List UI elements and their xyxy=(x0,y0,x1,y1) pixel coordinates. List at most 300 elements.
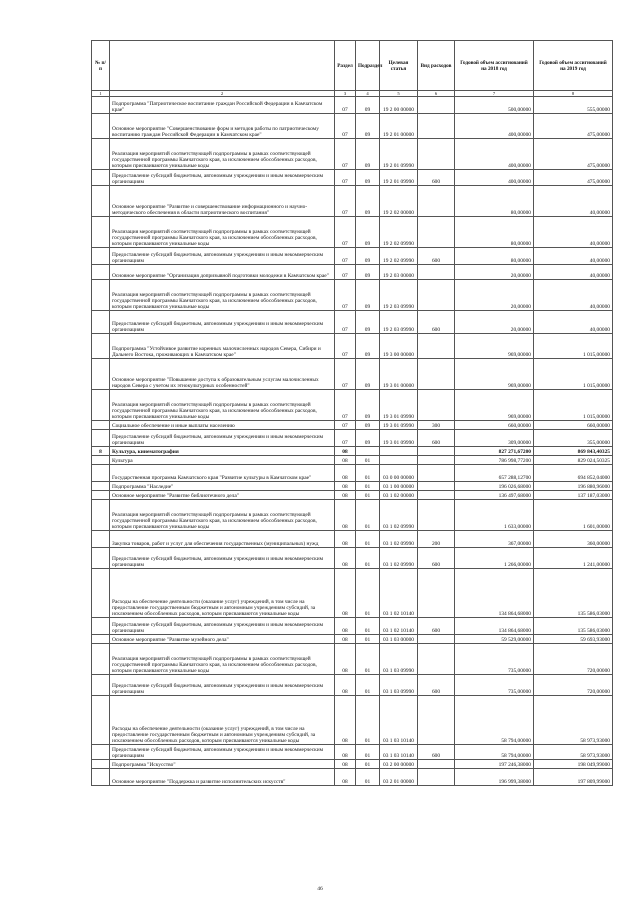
row-name-cell: Предоставление субсидий бюджетным, автономным учреждениям и иным некоммерческим организациям xyxy=(110,618,335,635)
razdel-cell: 08 xyxy=(335,531,356,548)
expense-type-cell xyxy=(418,447,455,456)
target-article-cell: 19 2 01 09990 xyxy=(380,139,418,170)
razdel-cell: 08 xyxy=(335,447,356,456)
target-article-cell: 03 1 02 10140 xyxy=(380,618,418,635)
podrazdel-cell: 09 xyxy=(356,421,380,430)
header-razdel: Раздел xyxy=(335,41,356,91)
table-row xyxy=(92,280,613,311)
table-row xyxy=(92,635,613,644)
amount-2018-cell: 735,00000 xyxy=(455,644,534,675)
expense-type-cell xyxy=(418,465,455,482)
table-row xyxy=(92,465,613,482)
row-number-cell xyxy=(92,465,110,482)
target-article-cell: 19 2 03 09990 xyxy=(380,311,418,334)
razdel-cell: 07 xyxy=(335,280,356,311)
column-number: 4 xyxy=(356,91,380,97)
amount-2018-cell: 196 026,68000 xyxy=(455,482,534,491)
row-number-cell xyxy=(92,280,110,311)
razdel-cell: 07 xyxy=(335,186,356,217)
target-article-cell: 03 1 02 09990 xyxy=(380,548,418,569)
expense-type-cell xyxy=(418,114,455,139)
target-article-cell: 03 1 02 09990 xyxy=(380,500,418,531)
amount-2018-cell: 827 271,67200 xyxy=(455,447,534,456)
amount-2019-cell: 40,00000 xyxy=(534,280,613,311)
row-number-cell xyxy=(92,170,110,186)
amount-2019-cell: 135 586,03000 xyxy=(534,569,613,618)
table-row xyxy=(92,548,613,569)
amount-2018-cell: 20,00000 xyxy=(455,280,534,311)
expense-type-cell xyxy=(418,635,455,644)
razdel-cell: 08 xyxy=(335,644,356,675)
target-article-cell xyxy=(380,447,418,456)
row-name-cell: Предоставление субсидий бюджетным, автономным учреждениям и иным некоммерческим организациям xyxy=(110,745,335,760)
podrazdel-cell: 01 xyxy=(356,635,380,644)
amount-2019-cell: 1 015,00000 xyxy=(534,390,613,421)
amount-2018-cell: 20,00000 xyxy=(455,311,534,334)
expense-type-cell xyxy=(418,359,455,390)
row-name-cell: Подпрограмма "Устойчивое развитие коренных малочисленных народов Севера, Сибири и Дальнего Востока, проживающих в Камчатском крае" xyxy=(110,334,335,359)
row-number-cell xyxy=(92,769,110,786)
amount-2019-cell: 196 880,96000 xyxy=(534,482,613,491)
column-number: 1 xyxy=(92,91,110,97)
target-article-cell: 19 2 01 00000 xyxy=(380,114,418,139)
row-number-cell xyxy=(92,618,110,635)
expense-type-cell xyxy=(418,491,455,500)
razdel-cell: 08 xyxy=(335,745,356,760)
expense-type-cell xyxy=(418,500,455,531)
razdel-cell: 07 xyxy=(335,359,356,390)
podrazdel-cell: 01 xyxy=(356,696,380,745)
table-row xyxy=(92,186,613,217)
table-row xyxy=(92,430,613,447)
row-name-cell: Реализация мероприятий соответствующей подпрограммы в рамках соответствующей государственной программы Камчатского края, за исключением обособленных расходов, которым присваиваются уникальные коды xyxy=(110,139,335,170)
razdel-cell: 08 xyxy=(335,675,356,696)
expense-type-cell: 600 xyxy=(418,430,455,447)
amount-2019-cell: 40,00000 xyxy=(534,311,613,334)
podrazdel-cell: 01 xyxy=(356,482,380,491)
amount-2019-cell: 475,00000 xyxy=(534,170,613,186)
podrazdel-cell: 01 xyxy=(356,465,380,482)
row-number-cell xyxy=(92,311,110,334)
podrazdel-cell: 01 xyxy=(356,548,380,569)
table-row xyxy=(92,760,613,769)
target-article-cell: 19 2 00 00000 xyxy=(380,97,418,114)
razdel-cell: 08 xyxy=(335,548,356,569)
razdel-cell: 08 xyxy=(335,696,356,745)
row-name-cell: Подпрограмма "Наследие" xyxy=(110,482,335,491)
amount-2019-cell: 555,00000 xyxy=(534,97,613,114)
expense-type-cell xyxy=(418,186,455,217)
table-row xyxy=(92,696,613,745)
row-name-cell: Предоставление субсидий бюджетным, автономным учреждениям и иным некоммерческим организациям xyxy=(110,675,335,696)
target-article-cell: 19 3 01 09990 xyxy=(380,421,418,430)
razdel-cell: 07 xyxy=(335,170,356,186)
amount-2018-cell: 134 864,68000 xyxy=(455,618,534,635)
podrazdel-cell: 09 xyxy=(356,265,380,280)
razdel-cell: 07 xyxy=(335,139,356,170)
expense-type-cell: 600 xyxy=(418,548,455,569)
amount-2018-cell: 80,00000 xyxy=(455,217,534,248)
razdel-cell: 08 xyxy=(335,482,356,491)
amount-2018-cell: 58 794,00000 xyxy=(455,696,534,745)
row-name-cell: Подпрограмма "Искусство" xyxy=(110,760,335,769)
expense-type-cell: 600 xyxy=(418,618,455,635)
amount-2019-cell: 660,00000 xyxy=(534,421,613,430)
expense-type-cell xyxy=(418,280,455,311)
target-article-cell: 19 3 00 00000 xyxy=(380,334,418,359)
amount-2019-cell: 355,00000 xyxy=(534,430,613,447)
target-article-cell: 03 1 02 10140 xyxy=(380,569,418,618)
razdel-cell: 08 xyxy=(335,500,356,531)
row-name-cell: Расходы на обеспечение деятельности (оказание услуг) учреждений, в том числе на предоставление государственным бюджетным и автономным учреждениям субсидий, за исключением обособленных расходов, которым присваиваются уникальные коды xyxy=(110,696,335,745)
row-number-cell xyxy=(92,745,110,760)
column-number: 6 xyxy=(418,91,455,97)
razdel-cell: 07 xyxy=(335,248,356,265)
target-article-cell: 03 1 03 09990 xyxy=(380,675,418,696)
row-name-cell: Культура, кинематография xyxy=(110,447,335,456)
expense-type-cell xyxy=(418,769,455,786)
amount-2019-cell: 869 843,40325 xyxy=(534,447,613,456)
row-number-cell xyxy=(92,139,110,170)
table-row xyxy=(92,170,613,186)
podrazdel-cell: 01 xyxy=(356,569,380,618)
amount-2018-cell: 657 288,12700 xyxy=(455,465,534,482)
column-number: 7 xyxy=(455,91,534,97)
column-number: 8 xyxy=(534,91,613,97)
podrazdel-cell: 09 xyxy=(356,334,380,359)
expense-type-cell xyxy=(418,569,455,618)
amount-2019-cell: 137 187,03000 xyxy=(534,491,613,500)
header-row xyxy=(92,41,613,91)
amount-2018-cell: 196 999,38000 xyxy=(455,769,534,786)
razdel-cell: 08 xyxy=(335,491,356,500)
amount-2018-cell: 969,00000 xyxy=(455,390,534,421)
podrazdel-cell: 09 xyxy=(356,359,380,390)
razdel-cell: 07 xyxy=(335,217,356,248)
table-row xyxy=(92,569,613,618)
target-article-cell: 19 2 02 09990 xyxy=(380,217,418,248)
amount-2019-cell: 1 015,00000 xyxy=(534,359,613,390)
amount-2019-cell: 198 049,99000 xyxy=(534,760,613,769)
row-number-cell xyxy=(92,217,110,248)
target-article-cell: 19 2 02 09990 xyxy=(380,248,418,265)
razdel-cell: 07 xyxy=(335,265,356,280)
table-row xyxy=(92,359,613,390)
amount-2018-cell: 786 998,77200 xyxy=(455,456,534,465)
amount-2019-cell: 1 241,00000 xyxy=(534,548,613,569)
row-number-cell xyxy=(92,359,110,390)
razdel-cell: 07 xyxy=(335,311,356,334)
target-article-cell: 03 1 02 00000 xyxy=(380,491,418,500)
table-body xyxy=(92,97,613,786)
podrazdel-cell: 01 xyxy=(356,456,380,465)
expense-type-cell: 600 xyxy=(418,311,455,334)
target-article-cell: 19 2 01 09990 xyxy=(380,170,418,186)
target-article-cell: 03 1 02 09990 xyxy=(380,531,418,548)
razdel-cell: 08 xyxy=(335,465,356,482)
row-number-cell xyxy=(92,482,110,491)
razdel-cell: 07 xyxy=(335,97,356,114)
target-article-cell: 03 1 00 00000 xyxy=(380,482,418,491)
podrazdel-cell xyxy=(356,447,380,456)
amount-2019-cell: 694 852,04000 xyxy=(534,465,613,482)
row-name-cell: Закупка товаров, работ и услуг для обеспечения государственных (муниципальных) нужд xyxy=(110,531,335,548)
expense-type-cell xyxy=(418,265,455,280)
amount-2019-cell: 40,00000 xyxy=(534,186,613,217)
row-number-cell xyxy=(92,760,110,769)
header-num: № п/п xyxy=(92,41,110,91)
row-name-cell: Предоставление субсидий бюджетным, автономным учреждениям и иным некоммерческим организациям xyxy=(110,430,335,447)
row-number-cell xyxy=(92,569,110,618)
header-vid: Вид расходов xyxy=(418,41,455,91)
row-name-cell: Основное мероприятие "Развитие музейного дела" xyxy=(110,635,335,644)
expense-type-cell xyxy=(418,760,455,769)
expense-type-cell xyxy=(418,334,455,359)
podrazdel-cell: 09 xyxy=(356,390,380,421)
amount-2018-cell: 400,00000 xyxy=(455,114,534,139)
header-name xyxy=(110,41,335,91)
amount-2019-cell: 475,00000 xyxy=(534,114,613,139)
podrazdel-cell: 01 xyxy=(356,745,380,760)
amount-2018-cell: 660,00000 xyxy=(455,421,534,430)
podrazdel-cell: 01 xyxy=(356,491,380,500)
amount-2019-cell: 40,00000 xyxy=(534,217,613,248)
amount-2019-cell: 1 015,00000 xyxy=(534,334,613,359)
table-row xyxy=(92,456,613,465)
expense-type-cell xyxy=(418,97,455,114)
header-podrazdel: Подраздел xyxy=(356,41,380,91)
amount-2018-cell: 400,00000 xyxy=(455,170,534,186)
target-article-cell: 19 3 01 09990 xyxy=(380,430,418,447)
row-number-cell xyxy=(92,531,110,548)
target-article-cell: 03 0 00 00000 xyxy=(380,465,418,482)
column-number: 2 xyxy=(110,91,335,97)
amount-2018-cell: 969,00000 xyxy=(455,359,534,390)
podrazdel-cell: 01 xyxy=(356,760,380,769)
podrazdel-cell: 09 xyxy=(356,311,380,334)
column-number: 3 xyxy=(335,91,356,97)
page-number: 46 xyxy=(317,886,323,892)
row-name-cell: Реализация мероприятий соответствующей подпрограммы в рамках соответствующей государственной программы Камчатского края, за исключением обособленных расходов, которым присваиваются уникальные коды xyxy=(110,500,335,531)
amount-2018-cell: 1 633,00000 xyxy=(455,500,534,531)
amount-2018-cell: 80,00000 xyxy=(455,248,534,265)
row-name-cell: Основное мероприятие "Поддержка и развитие исполнительских искусств" xyxy=(110,769,335,786)
amount-2019-cell: 40,00000 xyxy=(534,248,613,265)
expense-type-cell xyxy=(418,390,455,421)
row-name-cell: Социальное обеспечение и иные выплаты населению xyxy=(110,421,335,430)
table-row xyxy=(92,390,613,421)
target-article-cell: 19 2 03 00000 xyxy=(380,265,418,280)
podrazdel-cell: 01 xyxy=(356,618,380,635)
razdel-cell: 07 xyxy=(335,390,356,421)
amount-2018-cell: 20,00000 xyxy=(455,265,534,280)
razdel-cell: 08 xyxy=(335,618,356,635)
amount-2018-cell: 134 864,68000 xyxy=(455,569,534,618)
podrazdel-cell: 01 xyxy=(356,675,380,696)
amount-2018-cell: 969,00000 xyxy=(455,334,534,359)
podrazdel-cell: 09 xyxy=(356,114,380,139)
table-row xyxy=(92,139,613,170)
podrazdel-cell: 09 xyxy=(356,170,380,186)
expense-type-cell: 600 xyxy=(418,675,455,696)
table-row xyxy=(92,500,613,531)
podrazdel-cell: 09 xyxy=(356,280,380,311)
table-row xyxy=(92,644,613,675)
table-row xyxy=(92,265,613,280)
row-name-cell: Основное мероприятие "Повышение доступа к образовательным услугам малочисленных народов Севера с учетом их этнокультурных особенностей" xyxy=(110,359,335,390)
razdel-cell: 08 xyxy=(335,760,356,769)
row-name-cell: Основное мероприятие "Совершенствование форм и методов работы по патриотическому воспитанию граждан Российской Федерации в Камчатском крае" xyxy=(110,114,335,139)
amount-2018-cell: 136 497,68000 xyxy=(455,491,534,500)
row-number-cell xyxy=(92,430,110,447)
table-row xyxy=(92,217,613,248)
row-number-cell xyxy=(92,390,110,421)
podrazdel-cell: 01 xyxy=(356,769,380,786)
row-number-cell xyxy=(92,548,110,569)
expense-type-cell: 300 xyxy=(418,421,455,430)
razdel-cell: 08 xyxy=(335,769,356,786)
row-number-cell xyxy=(92,696,110,745)
expense-type-cell xyxy=(418,217,455,248)
target-article-cell: 19 2 03 09990 xyxy=(380,280,418,311)
row-name-cell: Основное мероприятие "Развитие библиотечного дела" xyxy=(110,491,335,500)
row-number-cell xyxy=(92,114,110,139)
expense-type-cell xyxy=(418,644,455,675)
table-row xyxy=(92,447,613,456)
row-number-cell xyxy=(92,456,110,465)
razdel-cell: 07 xyxy=(335,430,356,447)
amount-2019-cell: 475,00000 xyxy=(534,139,613,170)
podrazdel-cell: 09 xyxy=(356,186,380,217)
row-number-cell xyxy=(92,334,110,359)
amount-2019-cell: 135 586,03000 xyxy=(534,618,613,635)
row-number-cell xyxy=(92,491,110,500)
razdel-cell: 07 xyxy=(335,334,356,359)
row-number-cell xyxy=(92,248,110,265)
amount-2019-cell: 360,00000 xyxy=(534,531,613,548)
amount-2018-cell: 735,00000 xyxy=(455,675,534,696)
target-article-cell xyxy=(380,456,418,465)
row-number-cell xyxy=(92,675,110,696)
target-article-cell: 19 3 01 09990 xyxy=(380,390,418,421)
row-name-cell: Расходы на обеспечение деятельности (оказание услуг) учреждений, в том числе на предоставление государственным бюджетным и автономным учреждениям субсидий, за исключением обособленных расходов, которым присваиваются уникальные коды xyxy=(110,569,335,618)
row-name-cell: Подпрограмма "Патриотическое воспитание граждан Российской Федерации в Камчатском крае" xyxy=(110,97,335,114)
table-row xyxy=(92,531,613,548)
target-article-cell: 03 1 03 09990 xyxy=(380,644,418,675)
amount-2019-cell: 40,00000 xyxy=(534,265,613,280)
row-name-cell: Реализация мероприятий соответствующей подпрограммы в рамках соответствующей государственной программы Камчатского края, за исключением обособленных расходов, которым присваиваются уникальные коды xyxy=(110,390,335,421)
row-name-cell: Предоставление субсидий бюджетным, автономным учреждениям и иным некоммерческим организациям xyxy=(110,248,335,265)
podrazdel-cell: 09 xyxy=(356,217,380,248)
amount-2018-cell: 400,00000 xyxy=(455,139,534,170)
row-name-cell: Реализация мероприятий соответствующей подпрограммы в рамках соответствующей государственной программы Камчатского края, за исключением обособленных расходов, которым присваиваются уникальные коды xyxy=(110,217,335,248)
podrazdel-cell: 01 xyxy=(356,644,380,675)
expense-type-cell: 600 xyxy=(418,248,455,265)
row-name-cell: Предоставление субсидий бюджетным, автономным учреждениям и иным некоммерческим организациям xyxy=(110,548,335,569)
amount-2018-cell: 58 794,00000 xyxy=(455,745,534,760)
table-row xyxy=(92,745,613,760)
table-row xyxy=(92,491,613,500)
amount-2018-cell: 309,00000 xyxy=(455,430,534,447)
amount-2019-cell: 197 809,99000 xyxy=(534,769,613,786)
row-name-cell: Предоставление субсидий бюджетным, автономным учреждениям и иным некоммерческим организациям xyxy=(110,170,335,186)
row-number-cell: 8 xyxy=(92,447,110,456)
expense-type-cell: 200 xyxy=(418,531,455,548)
razdel-cell: 08 xyxy=(335,635,356,644)
row-number-cell xyxy=(92,635,110,644)
podrazdel-cell: 09 xyxy=(356,97,380,114)
table-row xyxy=(92,114,613,139)
row-number-cell xyxy=(92,421,110,430)
column-number: 5 xyxy=(380,91,418,97)
row-number-cell xyxy=(92,186,110,217)
target-article-cell: 03 1 03 00000 xyxy=(380,635,418,644)
row-name-cell: Основное мероприятие "Развитие и совершенствование информационного и научно-методического обеспечения в области патриотического воспитания" xyxy=(110,186,335,217)
table-row xyxy=(92,618,613,635)
target-article-cell: 03 1 03 10140 xyxy=(380,696,418,745)
table-row xyxy=(92,675,613,696)
podrazdel-cell: 09 xyxy=(356,430,380,447)
expense-type-cell xyxy=(418,456,455,465)
table-row xyxy=(92,421,613,430)
table-row xyxy=(92,769,613,786)
row-name-cell: Реализация мероприятий соответствующей подпрограммы в рамках соответствующей государственной программы Камчатского края, за исключением обособленных расходов, которым присваиваются уникальные коды xyxy=(110,280,335,311)
header-2019: Годовой объем ассигнований на 2019 год xyxy=(534,41,613,91)
amount-2018-cell: 500,00000 xyxy=(455,97,534,114)
expense-type-cell: 600 xyxy=(418,745,455,760)
row-name-cell: Основное мероприятие "Организация допризывной подготовки молодежи в Камчатском крае" xyxy=(110,265,335,280)
amount-2019-cell: 58 973,93000 xyxy=(534,745,613,760)
razdel-cell: 07 xyxy=(335,114,356,139)
row-name-cell: Предоставление субсидий бюджетным, автономным учреждениям и иным некоммерческим организациям xyxy=(110,311,335,334)
target-article-cell: 03 2 00 00000 xyxy=(380,760,418,769)
row-number-cell xyxy=(92,644,110,675)
amount-2018-cell: 367,00000 xyxy=(455,531,534,548)
table-row xyxy=(92,334,613,359)
budget-table xyxy=(91,40,613,786)
razdel-cell: 08 xyxy=(335,569,356,618)
amount-2018-cell: 1 266,00000 xyxy=(455,548,534,569)
header-2018: Годовой объем ассигнований на 2018 год xyxy=(455,41,534,91)
row-number-cell xyxy=(92,265,110,280)
amount-2019-cell: 59 693,93000 xyxy=(534,635,613,644)
budget-table-container xyxy=(91,40,612,786)
table-row xyxy=(92,97,613,114)
razdel-cell: 07 xyxy=(335,421,356,430)
amount-2019-cell: 829 024,50325 xyxy=(534,456,613,465)
expense-type-cell xyxy=(418,696,455,745)
amount-2019-cell: 720,00000 xyxy=(534,644,613,675)
amount-2018-cell: 80,00000 xyxy=(455,186,534,217)
amount-2018-cell: 197 246,38000 xyxy=(455,760,534,769)
target-article-cell: 03 1 03 10140 xyxy=(380,745,418,760)
amount-2019-cell: 720,00000 xyxy=(534,675,613,696)
podrazdel-cell: 01 xyxy=(356,500,380,531)
target-article-cell: 03 2 01 00000 xyxy=(380,769,418,786)
amount-2018-cell: 59 529,00000 xyxy=(455,635,534,644)
podrazdel-cell: 09 xyxy=(356,248,380,265)
expense-type-cell: 600 xyxy=(418,170,455,186)
header-target: Целевая статья xyxy=(380,41,418,91)
podrazdel-cell: 01 xyxy=(356,531,380,548)
target-article-cell: 19 3 01 00000 xyxy=(380,359,418,390)
table-row xyxy=(92,248,613,265)
row-name-cell: Государственная программа Камчатского края "Развитие культуры в Камчатском крае" xyxy=(110,465,335,482)
row-number-cell xyxy=(92,97,110,114)
row-number-cell xyxy=(92,500,110,531)
row-name-cell: Культура xyxy=(110,456,335,465)
target-article-cell: 19 2 02 00000 xyxy=(380,186,418,217)
